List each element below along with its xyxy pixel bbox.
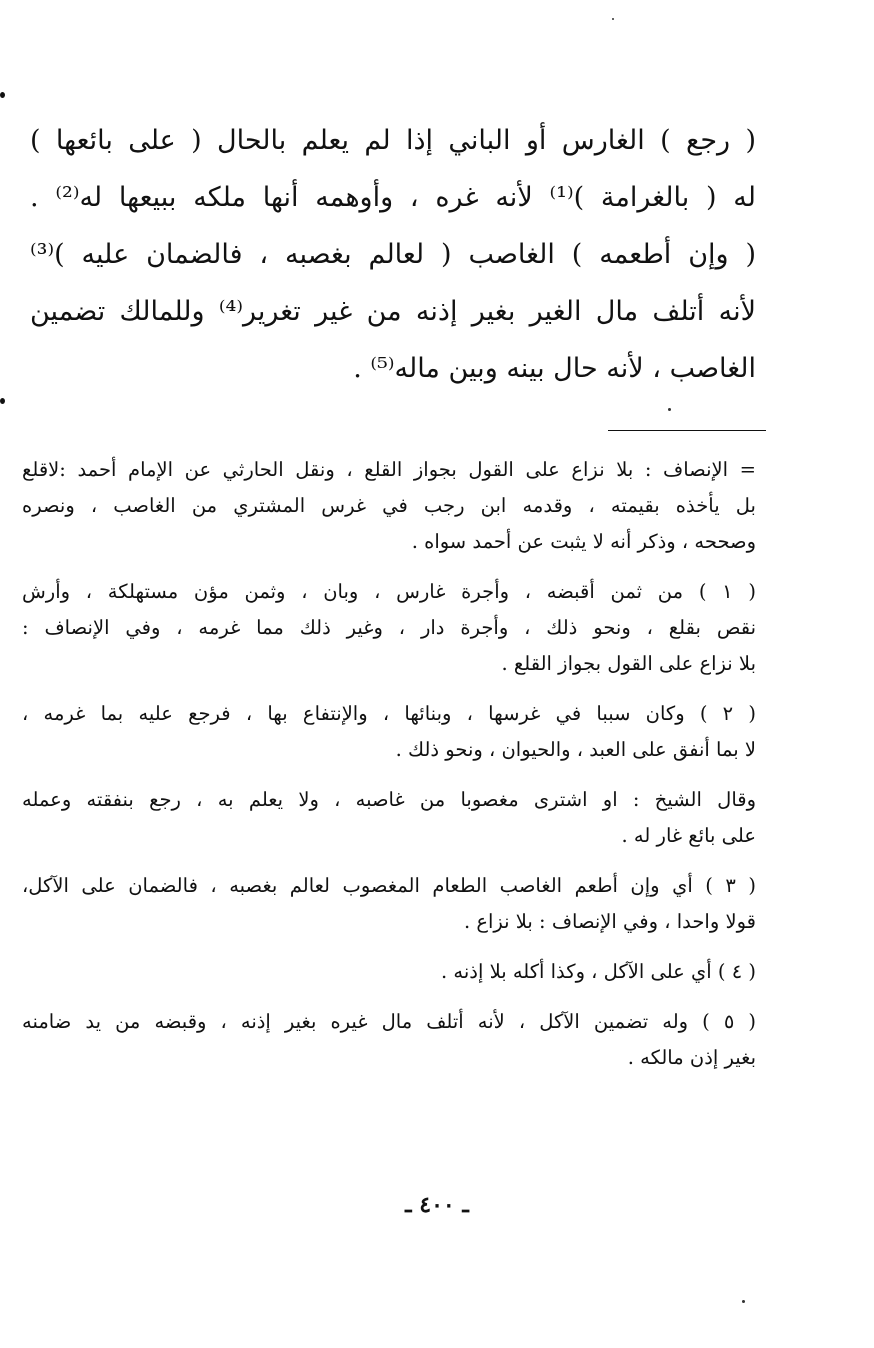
footnote-line: وصححه ، وذكر أنه لا يثبت عن أحمد سواه . <box>411 530 756 553</box>
scan-mark <box>0 398 5 404</box>
footnotes-block <box>22 452 756 1090</box>
footnote-line: بلا نزاع على القول بجواز القلع . <box>501 652 756 675</box>
main-text-line: الغاصب ، لأنه حال بينه وبين ماله⁽⁵⁾ . <box>353 353 756 384</box>
main-text-block <box>30 112 756 397</box>
main-text-line: ( رجع ) الغارس أو الباني إذا لم يعلم بالحال ( على بائعها ) <box>30 125 756 156</box>
footnote-line: = الإنصاف : بلا نزاع على القول بجواز القلع ، ونقل الحارثي عن الإمام أحمد :لاقلع <box>22 458 756 481</box>
footnote-1 <box>22 574 756 682</box>
footnote-continuation <box>22 452 756 560</box>
footnote-line: ( ٢ ) وكان سببا في غرسها ، وبنائها ، والإنتفاع بها ، فرجع عليه بما غرمه ، <box>22 702 756 725</box>
footnote-2-sheikh <box>22 782 756 854</box>
main-text-line: ( وإن أطعمه ) الغاصب ( لعالم بغصبه ، فالضمان عليه )⁽³⁾ <box>30 239 756 270</box>
footnote-line: ( ٥ ) وله تضمين الآكل ، لأنه أتلف مال غيره بغير إذنه ، وقبضه من يد ضامنه <box>22 1010 756 1033</box>
footnote-line: على بائع غار له . <box>621 824 756 847</box>
scan-speck <box>612 18 614 20</box>
footnote-2 <box>22 696 756 768</box>
main-text-line: لأنه أتلف مال الغير بغير إذنه من غير تغرير⁽⁴⁾ وللمالك تضمين <box>30 296 756 327</box>
footnote-line: لا بما أنفق على العبد ، والحيوان ، ونحو ذلك . <box>395 738 756 761</box>
footnote-divider <box>608 430 766 431</box>
footnote-line: بل يأخذه بقيمته ، وقدمه ابن رجب في غرس المشتري من الغاصب ، ونصره <box>22 494 756 517</box>
footnote-5 <box>22 1004 756 1076</box>
footnote-line: وقال الشيخ : او اشترى مغصوبا من غاصبه ، ولا يعلم به ، رجع بنفقته وعمله <box>22 788 756 811</box>
footnote-line: بغير إذن مالكه . <box>627 1046 756 1069</box>
footnote-line: ( ٣ ) أي وإن أطعم الغاصب الطعام المغصوب لعالم بغصبه ، فالضمان على الآكل، <box>22 874 756 897</box>
footnote-3 <box>22 868 756 940</box>
main-text-line: له ( بالغرامة )⁽¹⁾ لأنه غره ، وأوهمه أنها ملكه ببيعها له⁽²⁾ . <box>30 182 756 213</box>
scan-speck <box>668 408 671 411</box>
page-number: ـ ٤٠٠ ـ <box>405 1192 469 1218</box>
footnote-line: قولا واحدا ، وفي الإنصاف : بلا نزاع . <box>463 910 756 933</box>
footnote-line: ( ٤ ) أي على الآكل ، وكذا أكله بلا إذنه . <box>440 960 756 983</box>
footnote-4 <box>22 954 756 990</box>
scan-mark <box>0 92 5 98</box>
footnote-line: نقص بقلع ، ونحو ذلك ، وأجرة دار ، وغير ذلك مما غرمه ، وفي الإنصاف : <box>22 616 756 639</box>
footnote-line: ( ١ ) من ثمن أقبضه ، وأجرة غارس ، وبان ، وثمن مؤن مستهلكة ، وأرش <box>22 580 756 603</box>
scan-speck <box>742 1300 745 1303</box>
